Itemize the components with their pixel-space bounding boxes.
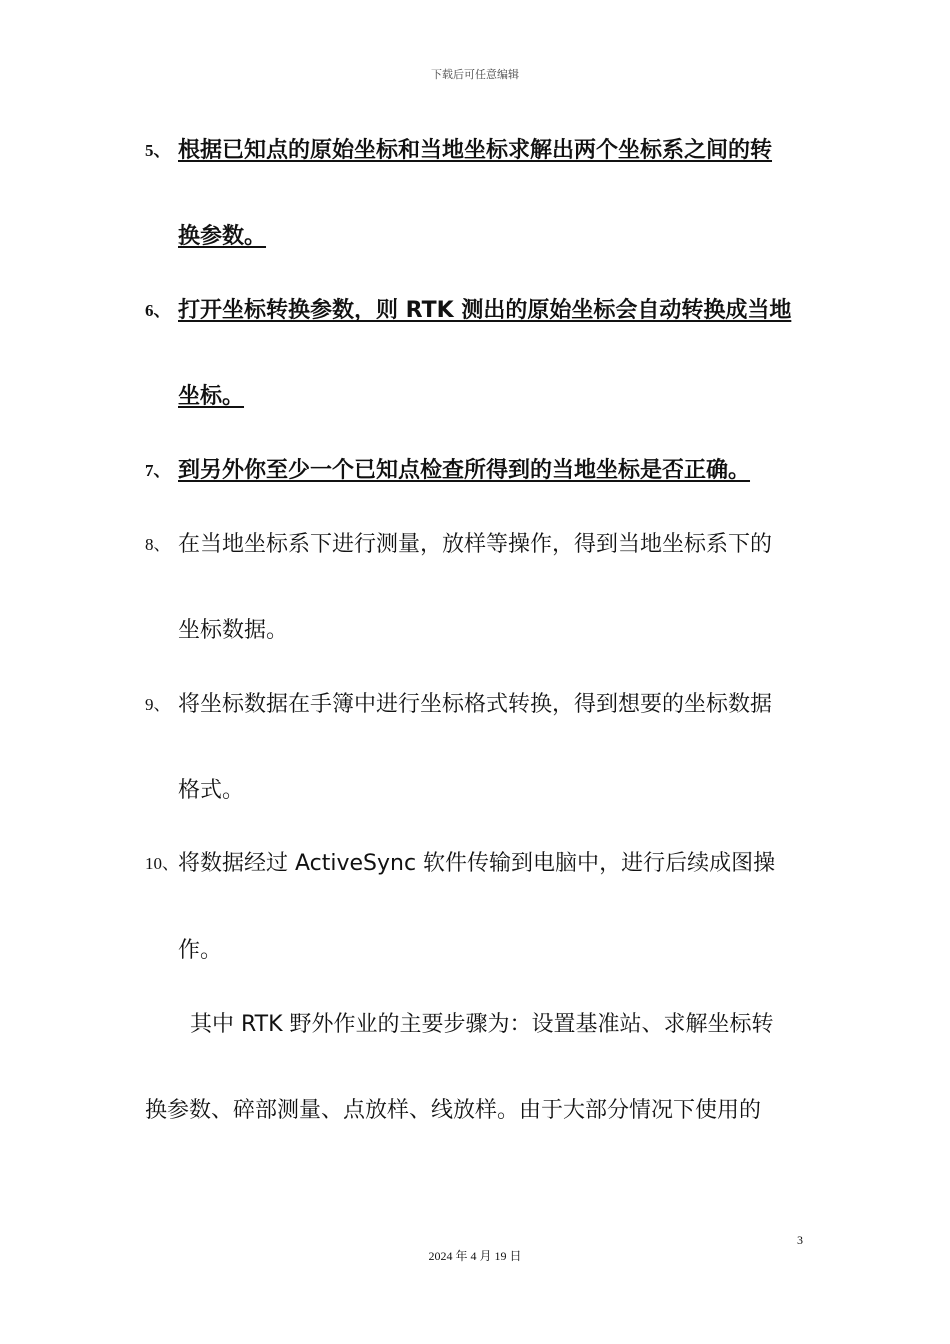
paragraph-text: 其中 RTK 野外作业的主要步骤为：设置基准站、求解坐标转 [190, 1012, 774, 1037]
item-text: 根据已知点的原始坐标和当地坐标求解出两个坐标系之间的转 [178, 138, 773, 163]
item-number: 6、 [145, 301, 171, 320]
item-text: 坐标。 [178, 384, 245, 409]
footer-date: 2024 年 4 月 19 日 [428, 1249, 522, 1263]
item-number: 8、 [145, 535, 171, 554]
item-text: 将数据经过 ActiveSync 软件传输到电脑中，进行后续成图操 [178, 851, 776, 876]
item-number: 9、 [145, 695, 171, 714]
item-text: 坐标数据。 [178, 618, 289, 643]
item-text: 作。 [178, 938, 223, 963]
item-number: 5、 [145, 141, 171, 160]
item-text: 将坐标数据在手簿中进行坐标格式转换，得到想要的坐标数据 [178, 692, 773, 717]
item-text: 格式。 [178, 778, 245, 803]
item-number: 10、 [145, 854, 179, 873]
item-text: 打开坐标转换参数，则 RTK 测出的原始坐标会自动转换成当地 [178, 298, 792, 323]
item-text: 在当地坐标系下进行测量，放样等操作，得到当地坐标系下的 [178, 532, 773, 557]
paragraph-text: 换参数、碎部测量、点放样、线放样。由于大部分情况下使用的 [145, 1098, 762, 1123]
item-text: 到另外你至少一个已知点检查所得到的当地坐标是否正确。 [178, 458, 751, 483]
page-header: 下载后可任意编辑 [431, 68, 519, 81]
page-number: 3 [797, 1233, 803, 1247]
item-number: 7、 [145, 461, 171, 480]
item-text: 换参数。 [178, 224, 267, 249]
